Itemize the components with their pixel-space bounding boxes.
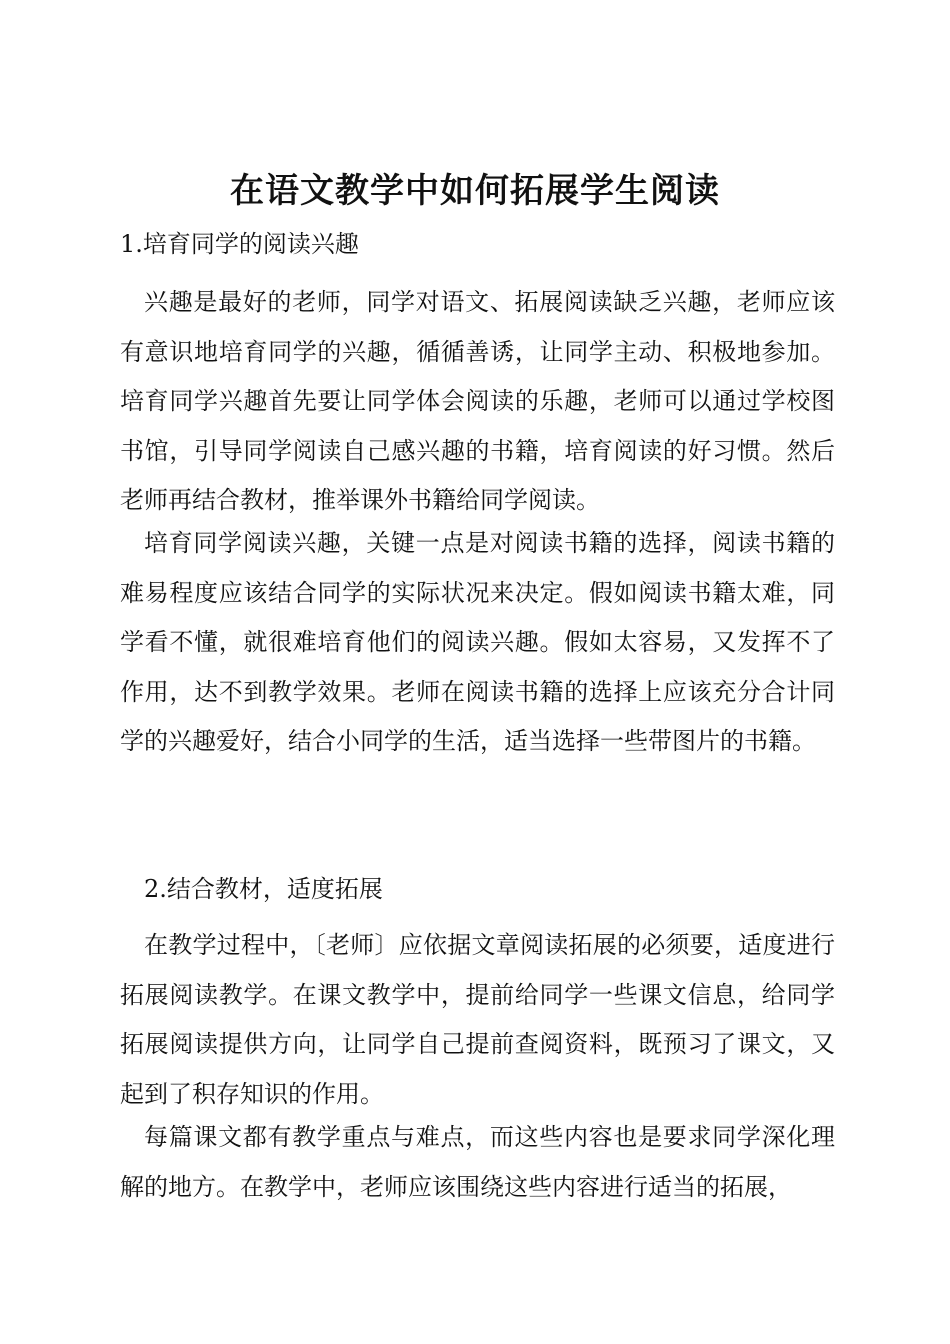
section-heading-1: 1.培育同学的阅读兴趣 — [120, 230, 359, 258]
section-2-paragraph-2: 每篇课文都有教学重点与难点，而这些内容也是要求同学深化理解的地方。在教学中，老师应该围绕这些内容进行适当的拓展， — [120, 1123, 835, 1201]
section-2-paragraph-1: 在教学过程中，〔老师〕应依据文章阅读拓展的必须要，适度进行拓展阅读教学。在课文教学中，提前给同学一些课文信息，给同学拓展阅读提供方向，让同学自己提前查阅资料，既预习了课文，又起到了积存知识的作用。 — [120, 931, 835, 1108]
section-1-paragraph-1: 兴趣是最好的老师，同学对语文、拓展阅读缺乏兴趣，老师应该有意识地培育同学的兴趣，循循善诱，让同学主动、积极地参加。培育同学兴趣首先要让同学体会阅读的乐趣，老师可以通过学校图书馆，引导同学阅读自己感兴趣的书籍，培育阅读的好习惯。然后老师再结合教材，推举课外书籍给同学阅读。 — [120, 288, 835, 514]
document-title: 在语文教学中如何拓展学生阅读 — [230, 170, 720, 211]
section-1-paragraph-2: 培育同学阅读兴趣，关键一点是对阅读书籍的选择，阅读书籍的难易程度应该结合同学的实际状况来决定。假如阅读书籍太难，同学看不懂，就很难培育他们的阅读兴趣。假如太容易，又发挥不了作用，达不到教学效果。老师在阅读书籍的选择上应该充分合计同学的兴趣爱好，结合小同学的生活，适当选择一些带图片的书籍。 — [120, 529, 835, 755]
section-heading-2: 2.结合教材，适度拓展 — [144, 875, 383, 903]
